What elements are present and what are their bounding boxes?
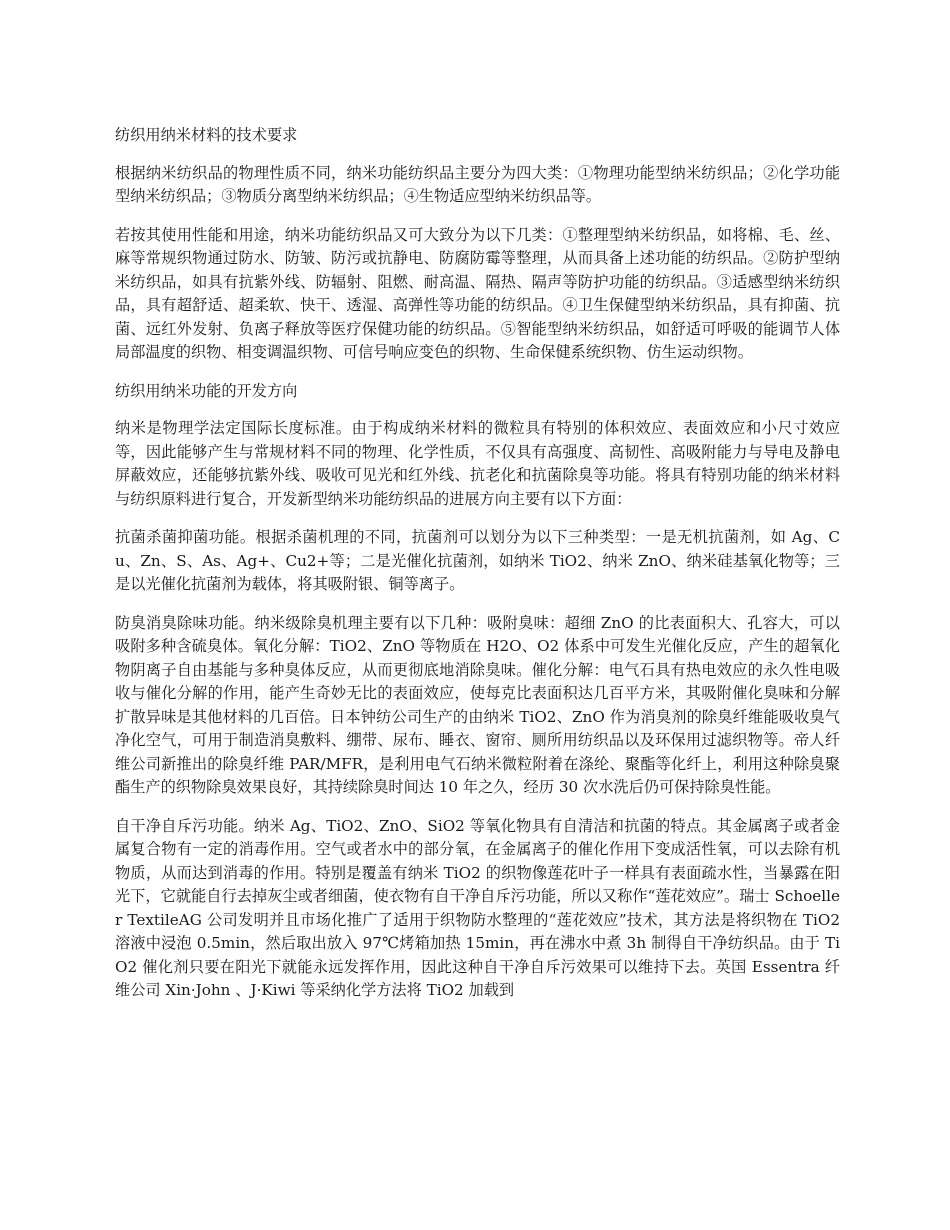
paragraph-deodorizing: 防臭消臭除味功能。纳米级除臭机理主要有以下几种：吸附臭味：超细 ZnO 的比表面积大、孔容大，可以吸附多种含硫臭体。氧化分解：TiO2、ZnO 等物质在 H2O、O2 体系中可发生光催化反应，产生的超氧化物阴离子自由基能与多种臭体反应，从而更彻底地消除臭味。催化分解：电气石具有热电效应的永久性电吸收与催化分解的作用，能产生奇妙无比的表面效应，使每克比表面积达几百平方米，其吸附催化臭味和分解扩散异味是其他材料的几百倍。日本钟纺公司生产的由纳米 TiO2、ZnO 作为消臭剂的除臭纤维能吸收臭气净化空气，可用于制造消臭敷料、绷带、尿布、睡衣、窗帘、厕所用纺织品以及环保用过滤织物等。帝人纤维公司新推出的除臭纤维 PAR/MFR，是利用电气石纳米微粒附着在涤纶、聚酯等化纤上，利用这种除臭聚酯生产的织物除臭效果良好，其持续除臭时间达 10 年之久，经历 30 次水洗后仍可保持除臭性能。	[115, 613, 840, 796]
section-heading-development: 纺织用纳米功能的开发方向	[115, 381, 298, 400]
paragraph-usage-categories: 若按其使用性能和用途，纳米功能纺织品又可大致分为以下几类：①整理型纳米纺织品，如将棉、毛、丝、麻等常规织物通过防水、防皱、防污或抗静电、防腐防霉等整理，从而具备上述功能的纺织品。②防护型纳米纺织品，如具有抗紫外线、防辐射、阻燃、耐高温、隔热、隔声等防护功能的纺织品。③适感型纳米纺织品，具有超舒适、超柔软、快干、透湿、高弹性等功能的纺织品。④卫生保健型纳米纺织品，具有抑菌、抗菌、远红外发射、负离子释放等医疗保健功能的纺织品。⑤智能型纳米纺织品，如舒适可呼吸的能调节人体局部温度的织物、相变调温织物、可信号响应变色的织物、生命保健系统织物、仿生运动织物。	[115, 225, 840, 361]
section-heading-requirements: 纺织用纳米材料的技术要求	[115, 126, 298, 144]
paragraph-classification: 根据纳米纺织品的物理性质不同，纳米功能纺织品主要分为四大类：①物理功能型纳米纺织品；②化学功能型纳米纺织品；③物质分离型纳米纺织品；④生物适应型纳米纺织品等。	[115, 163, 840, 205]
paragraph-antibacterial: 抗菌杀菌抑菌功能。根据杀菌机理的不同，抗菌剂可以划分为以下三种类型：一是无机抗菌剂，如 Ag、Cu、Zn、S、As、Ag+、Cu2+等；二是光催化抗菌剂，如纳米 TiO2、纳米 ZnO、纳米硅基氧化物等；三是以光催化抗菌剂为载体，将其吸附银、铜等离子。	[115, 528, 840, 593]
paragraph-nano-overview: 纳米是物理学法定国际长度标准。由于构成纳米材料的微粒具有特别的体积效应、表面效应和小尺寸效应等，因此能够产生与常规材料不同的物理、化学性质，不仅具有高强度、高韧性、高吸附能力与导电及静电屏蔽效应，还能够抗紫外线、吸收可见光和红外线、抗老化和抗菌除臭等功能。将具有特别功能的纳米材料与纺织原料进行复合，开发新型纳米功能纺织品的进展方向主要有以下方面：	[115, 419, 840, 508]
document-page	[115, 124, 840, 1018]
paragraph-self-cleaning: 自干净自斥污功能。纳米 Ag、TiO2、ZnO、SiO2 等氧化物具有自清洁和抗菌的特点。其金属离子或者金属复合物有一定的消毒作用。空气或者水中的部分氧，在金属离子的催化作用下变成活性氧，可以去除有机物质，从而达到消毒的作用。特别是覆盖有纳米 TiO2 的织物像莲花叶子一样具有表面疏水性，当暴露在阳光下，它就能自行去掉灰尘或者细菌，使衣物有自干净自斥污功能，所以又称作“莲花效应”。瑞士 Schoeller TextileAG 公司发明并且市场化推广了适用于织物防水整理的“莲花效应”技术，其方法是将织物在 TiO2 溶液中浸泡 0.5min，然后取出放入 97℃烤箱加热 15min，再在沸水中煮 3h 制得自干净纺织品。由于 TiO2 催化剂只要在阳光下就能永远发挥作用，因此这种自干净自斥污效果可以维持下去。英国 Essentra 纤维公司 Xin·John 、J·Kiwi 等采纳化学方法将 TiO2 加载到	[115, 816, 840, 999]
